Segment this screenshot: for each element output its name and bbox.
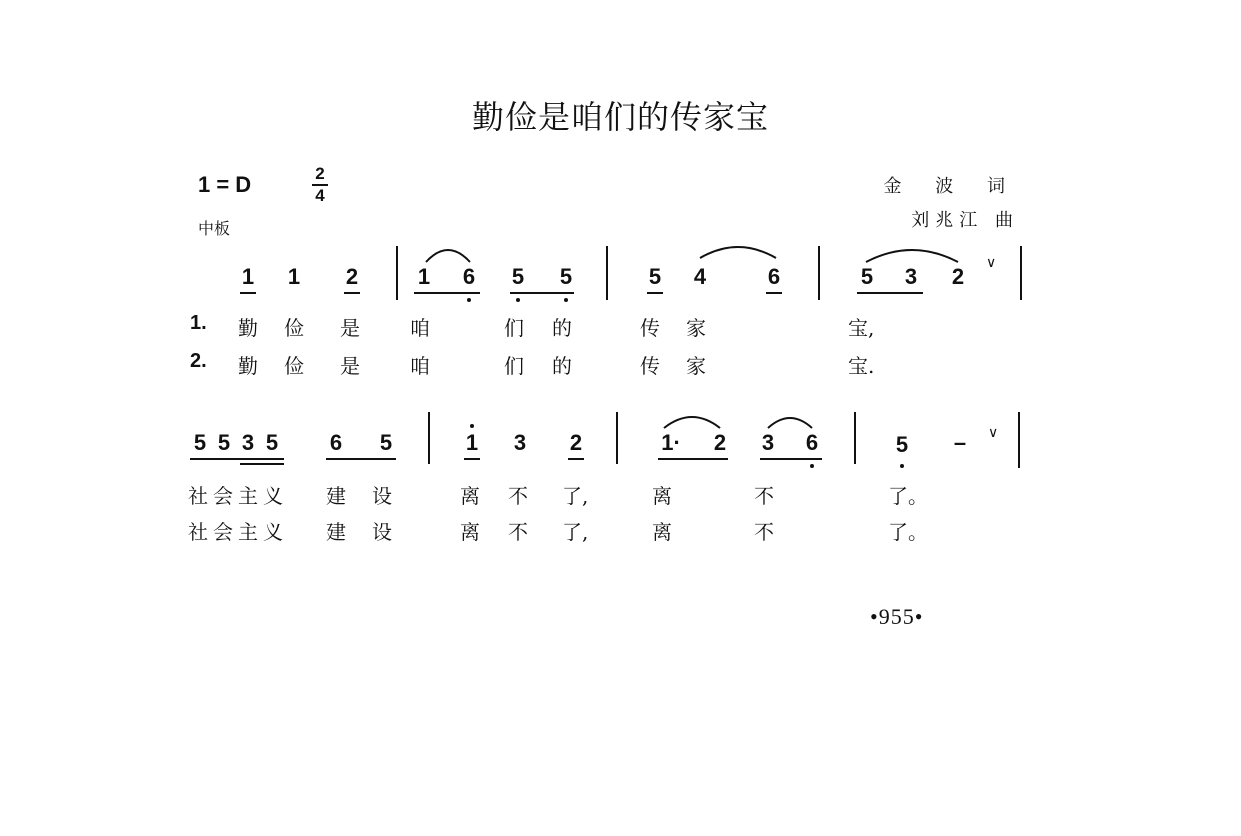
lyric: 们 <box>504 354 524 378</box>
slur <box>664 417 720 428</box>
note: 2 <box>713 430 727 455</box>
slur <box>768 418 812 428</box>
lyric: 社会主义 <box>188 520 288 544</box>
slur <box>700 247 776 258</box>
lyric: 咱 <box>410 316 430 340</box>
lyric: 宝, <box>848 316 875 340</box>
lyric: 是 <box>340 354 360 378</box>
page-number: •955• <box>870 604 924 629</box>
note: 5 <box>895 432 909 457</box>
lyric: 咱 <box>410 354 430 378</box>
note: 3 <box>513 430 527 455</box>
lyric: 社会主义 <box>188 484 288 508</box>
lyric: 家 <box>686 354 706 378</box>
note: 5 <box>265 430 279 455</box>
lyric: 不 <box>508 484 528 508</box>
lyric: 是 <box>340 316 360 340</box>
note: 5 <box>559 264 573 289</box>
note: 2 <box>569 430 583 455</box>
lyric: 的 <box>552 354 572 378</box>
note: 1 <box>287 264 301 289</box>
verse-number: 2. <box>190 350 207 372</box>
lyric: 俭 <box>284 354 304 378</box>
lyric: 设 <box>372 520 392 544</box>
verse-number: 1. <box>190 312 207 334</box>
lyric: 家 <box>686 316 706 340</box>
lyricist-credit: 金 波 词 <box>883 176 1019 197</box>
note: 4 <box>693 264 707 289</box>
note: 6 <box>767 264 781 289</box>
note: 6 <box>805 430 819 455</box>
slur <box>426 250 470 262</box>
lyric: 们 <box>504 316 524 340</box>
note: 5 <box>511 264 525 289</box>
note: 1 <box>417 264 431 289</box>
lyric: 不 <box>508 520 528 544</box>
key-signature: 1 = D <box>198 172 252 197</box>
note: 3 <box>904 264 918 289</box>
note: 3 <box>241 430 255 455</box>
breath-mark: ∨ <box>988 424 999 440</box>
note: 6 <box>462 264 476 289</box>
note: 5 <box>193 430 207 455</box>
lyric: 传 <box>640 316 660 340</box>
note: 5 <box>379 430 393 455</box>
note: 3 <box>761 430 775 455</box>
time-signature-top: 2 <box>315 164 325 183</box>
note: 1 <box>465 430 479 455</box>
lyric: 传 <box>640 354 660 378</box>
lyric: 了。 <box>888 484 928 508</box>
song-title: 勤俭是咱们的传家宝 <box>471 98 769 136</box>
lyric: 离 <box>652 520 672 544</box>
lyric: 不 <box>754 520 774 544</box>
lyric: 建 <box>326 520 346 544</box>
lyric: 宝. <box>848 354 875 378</box>
composer-credit: 刘兆江 曲 <box>911 210 1019 231</box>
note: 6 <box>329 430 343 455</box>
lyric: 俭 <box>284 316 304 340</box>
note: 5 <box>217 430 231 455</box>
lyric: 建 <box>326 484 346 508</box>
lyric: 了。 <box>888 520 928 544</box>
lyric: 了, <box>562 520 589 544</box>
lyric: 离 <box>460 484 480 508</box>
breath-mark: ∨ <box>986 254 997 270</box>
lyric: 离 <box>652 484 672 508</box>
slur <box>866 250 958 262</box>
note: 1 <box>241 264 255 289</box>
extension-dash: – <box>953 430 967 455</box>
lyric: 勤 <box>238 316 258 340</box>
note: 2 <box>951 264 965 289</box>
lyric: 了, <box>562 484 589 508</box>
note: 5 <box>648 264 662 289</box>
tempo-marking: 中板 <box>198 219 231 238</box>
lyric: 勤 <box>238 354 258 378</box>
note: 5 <box>860 264 874 289</box>
lyric: 的 <box>552 316 572 340</box>
lyric: 设 <box>372 484 392 508</box>
time-signature-bottom: 4 <box>315 186 325 205</box>
lyric: 不 <box>754 484 774 508</box>
note: 1· <box>661 430 681 455</box>
lyric: 离 <box>460 520 480 544</box>
note: 2 <box>345 264 359 289</box>
